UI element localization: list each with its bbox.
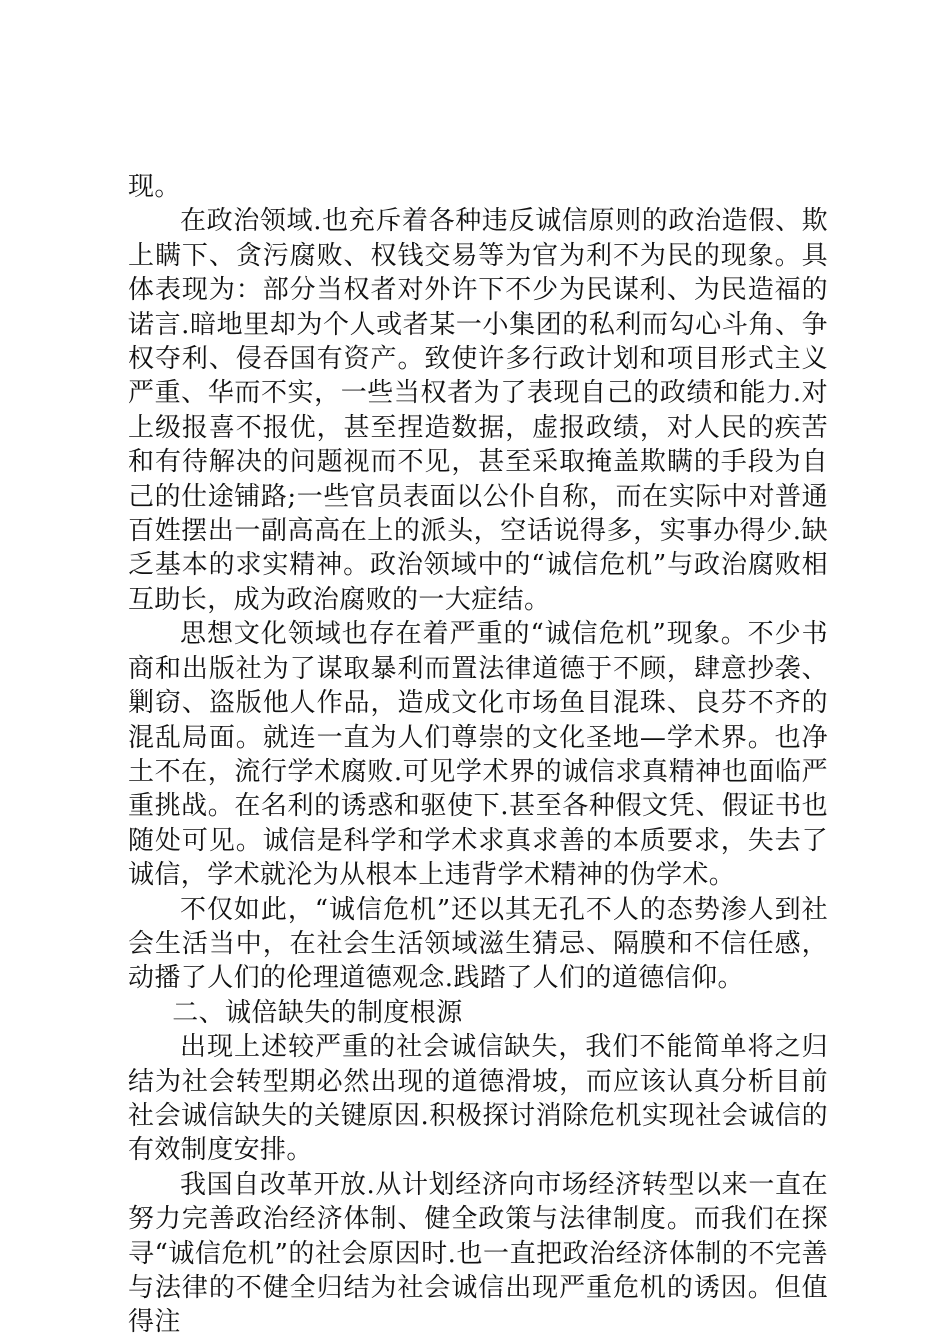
paragraph-culture-field: 思想文化领域也存在着严重的“诚信危机”现象。不少书商和出版社为了谋取暴利而置法律道德于不顾，肆意抄袭、剿窃、盗版他人作品，造成文化市场鱼目混珠、良芬不齐的混乱局面。就连一直为人们尊崇的文化圣地—学术界。也净土不在，流行学术腐败.可见学术界的诚信求真精神也面临严重挑战。在名利的诱惑和驱使下.甚至各种假文凭、假证书也随处可见。诚信是科学和学术求真求善的本质要求，失去了诚信，学术就沦为从根本上违背学术精神的伪学术。	[128, 619, 828, 891]
paragraph-social-life: 不仅如此，“诚信危机”还以其无孔不人的态势渗人到社会生活当中，在社会生活领域滋生猜忌、隔膜和不信任感，动播了人们的伦理道德观念.践踏了人们的道德信仰。	[128, 894, 828, 994]
paragraph-reform: 我国自改革开放.从计划经济向市场经济转型以来一直在努力完善政治经济体制、健全政策与法律制度。而我们在探寻“诚信危机”的社会原因时.也一直把政治经济体制的不完善与法律的不健全归结为社会诚信出现严重危机的诱因。但值得注	[128, 1169, 828, 1338]
paragraph-continuation: 现。	[128, 172, 181, 202]
paragraph-political-field: 在政治领域.也充斥着各种违反诚信原则的政治造假、欺上瞒下、贪污腐败、权钱交易等为官为利不为民的现象。具体表现为：部分当权者对外许下不少为民谋利、为民造福的诺言.暗地里却为个人或者某一小集团的私利而勾心斗角、争权夺利、侵吞国有资产。致使许多行政计划和项目形式主义严重、华而不实，一些当权者为了表现自己的政绩和能力.对上级报喜不报优，甚至捏造数据，虚报政绩，对人民的疾苦和有待解决的问题视而不见，甚至采取掩盖欺瞒的手段为自己的仕途铺路;一些官员表面以公仆自称，而在实际中对普通百姓摆出一副高高在上的派头，空话说得多，实事办得少.缺乏基本的求实精神。政治领域中的“诚信危机”与政治腐败相互助长，成为政治腐败的一大症结。	[128, 206, 828, 615]
section-heading: 二、诚倍缺失的制度根源	[172, 997, 463, 1028]
paragraph-causes-intro: 出现上述较严重的社会诚信缺失，我们不能简单将之归结为社会转型期必然出现的道德滑坡，而应该认真分析目前社会诚信缺失的关键原因.积极探讨消除危机实现社会诚信的有效制度安排。	[128, 1032, 828, 1166]
body-text	[128, 170, 828, 1340]
